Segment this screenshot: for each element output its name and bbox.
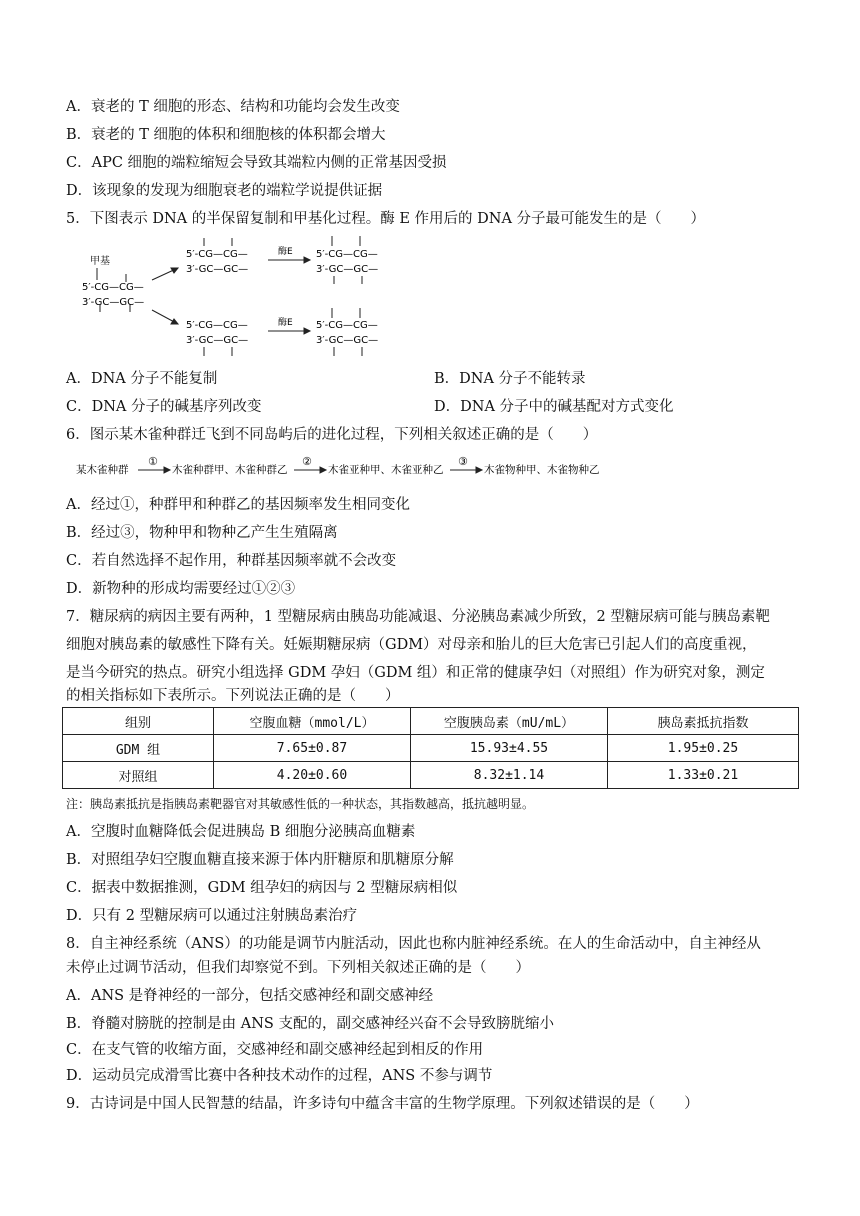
flow-species: 木雀物种甲、木雀物种乙	[484, 464, 600, 476]
q5-stem: 5．下图表示 DNA 的半保留复制和甲基化过程。酶 E 作用后的 DNA 分子最可能发生的是（ ）	[66, 211, 706, 227]
table-cell: 8.32±1.14	[411, 762, 608, 789]
upper-daughter-bottom: 3′-GC—GC—	[186, 264, 249, 275]
table-header-cell: 组别	[63, 708, 214, 735]
q5-option-d: D．DNA 分子中的碱基配对方式变化	[434, 399, 674, 415]
q5-option-a: A．DNA 分子不能复制	[66, 371, 218, 387]
q8-stem-line-2: 未停止过调节活动，但我们却察觉不到。下列相关叙述正确的是（ ）	[66, 960, 530, 976]
dna-methylation-diagram	[70, 232, 390, 367]
q4-option-b: B．衰老的 T 细胞的体积和细胞核的体积都会增大	[66, 127, 386, 143]
flow-marker-3: ③	[458, 455, 468, 468]
table-row	[63, 735, 799, 762]
methyl-label: 甲基	[90, 256, 110, 267]
q5-option-b: B．DNA 分子不能转录	[434, 371, 586, 387]
table-cell: 4.20±0.60	[214, 762, 411, 789]
table-header-cell: 空腹血糖（mmol/L）	[214, 708, 411, 735]
lower-daughter-top: 5′-CG—CG—	[186, 320, 248, 331]
q4-option-a: A．衰老的 T 细胞的形态、结构和功能均会发生改变	[66, 99, 400, 115]
q7-option-a: A．空腹时血糖降低会促进胰岛 B 细胞分泌胰高血糖素	[66, 824, 416, 840]
flow-original-population: 某木雀种群	[76, 464, 129, 476]
lower-product-marks	[332, 308, 362, 356]
upper-product-top: 5′-CG—CG—	[316, 249, 378, 260]
q6-option-d: D．新物种的形成均需要经过①②③	[66, 581, 296, 597]
flow-marker-2: ②	[302, 455, 312, 468]
enzyme-label-lower: 酶E	[278, 318, 293, 328]
q7-option-d: D．只有 2 型糖尿病可以通过注射胰岛素治疗	[66, 908, 358, 924]
upper-daughter-top: 5′-CG—CG—	[186, 249, 248, 260]
parent-bottom-strand: 3′-GC—GC—	[82, 297, 145, 308]
lower-product-top: 5′-CG—CG—	[316, 320, 378, 331]
table-cell: 对照组	[63, 762, 214, 789]
q8-stem-line-1: 8．自主神经系统（ANS）的功能是调节内脏活动，因此也称内脏神经系统。在人的生命活动中，自主神经从	[66, 936, 761, 952]
parent-top-strand: 5′-CG—CG—	[82, 282, 144, 293]
flow-subspecies: 木雀亚种甲、木雀亚种乙	[328, 464, 444, 476]
q7-stem-line-3: 是当今研究的热点。研究小组选择 GDM 孕妇（GDM 组）和正常的健康孕妇（对照组）作为研究对象，测定	[66, 665, 765, 681]
enzyme-arrow-upper	[268, 257, 310, 263]
speciation-flow-diagram	[76, 455, 636, 479]
q6-stem: 6．图示某木雀种群迁飞到不同岛屿后的进化过程，下列相关叙述正确的是（ ）	[66, 427, 598, 443]
table-header-row	[63, 708, 799, 735]
enzyme-label-upper: 酶E	[278, 247, 293, 257]
enzyme-arrow-lower	[268, 328, 310, 334]
lower-daughter-marks	[204, 347, 232, 356]
q7-option-c: C．据表中数据推测，GDM 组孕妇的病因与 2 型糖尿病相似	[66, 880, 458, 896]
flow-marker-1: ①	[148, 455, 158, 468]
q8-option-d: D．运动员完成滑雪比赛中各种技术动作的过程，ANS 不参与调节	[66, 1068, 493, 1084]
q7-stem-line-2: 细胞对胰岛素的敏感性下降有关。妊娠期糖尿病（GDM）对母亲和胎儿的巨大危害已引起人们的高度重视，	[66, 637, 757, 653]
upper-daughter-marks	[204, 238, 232, 246]
q7-stem-line-1: 7．糖尿病的病因主要有两种，1 型糖尿病由胰岛功能减退、分泌胰岛素减少所致，2 型糖尿病可能与胰岛素靶	[66, 609, 770, 625]
table-header-cell: 胰岛素抵抗指数	[608, 708, 799, 735]
q6-option-a: A．经过①，种群甲和种群乙的基因频率发生相同变化	[66, 497, 410, 513]
table-cell: 7.65±0.87	[214, 735, 411, 762]
q5-option-c: C．DNA 分子的碱基序列改变	[66, 399, 262, 415]
q8-option-c: C．在支气管的收缩方面，交感神经和副交感神经起到相反的作用	[66, 1042, 484, 1058]
table-row	[63, 762, 799, 789]
q9-stem: 9．古诗词是中国人民智慧的结晶，许多诗句中蕴含丰富的生物学原理。下列叙述错误的是（ ）	[66, 1096, 699, 1112]
table-cell: GDM 组	[63, 735, 214, 762]
q7-option-b: B．对照组孕妇空腹血糖直接来源于体内肝糖原和肌糖原分解	[66, 852, 454, 868]
q8-option-a: A．ANS 是脊神经的一部分，包括交感神经和副交感神经	[66, 988, 434, 1004]
q4-option-d: D．该现象的发现为细胞衰老的端粒学说提供证据	[66, 183, 383, 199]
flow-populations: 木雀种群甲、木雀种群乙	[172, 464, 288, 476]
table-header-cell: 空腹胰岛素（mU/mL）	[411, 708, 608, 735]
q6-option-c: C．若自然选择不起作用，种群基因频率就不会改变	[66, 553, 397, 569]
q7-table-note: 注：胰岛素抵抗是指胰岛素靶器官对其敏感性低的一种状态，其指数越高，抵抗越明显。	[66, 797, 535, 811]
q6-option-b: B．经过③，物种甲和物种乙产生生殖隔离	[66, 525, 338, 541]
q8-option-b: B．脊髓对膀胱的控制是由 ANS 支配的，副交感神经兴奋不会导致膀胱缩小	[66, 1016, 554, 1032]
upper-product-bottom: 3′-GC—GC—	[316, 264, 379, 275]
replication-arrows	[152, 268, 178, 324]
table-cell: 1.33±0.21	[608, 762, 799, 789]
q7-stem-line-4: 的相关指标如下表所示。下列说法正确的是（ ）	[66, 688, 400, 704]
lower-daughter-bottom: 3′-GC—GC—	[186, 335, 249, 346]
q4-option-c: C．APC 细胞的端粒缩短会导致其端粒内侧的正常基因受损	[66, 155, 447, 171]
upper-product-marks	[332, 236, 362, 284]
gdm-data-table	[62, 707, 799, 789]
table-cell: 15.93±4.55	[411, 735, 608, 762]
table-cell: 1.95±0.25	[608, 735, 799, 762]
lower-product-bottom: 3′-GC—GC—	[316, 335, 379, 346]
